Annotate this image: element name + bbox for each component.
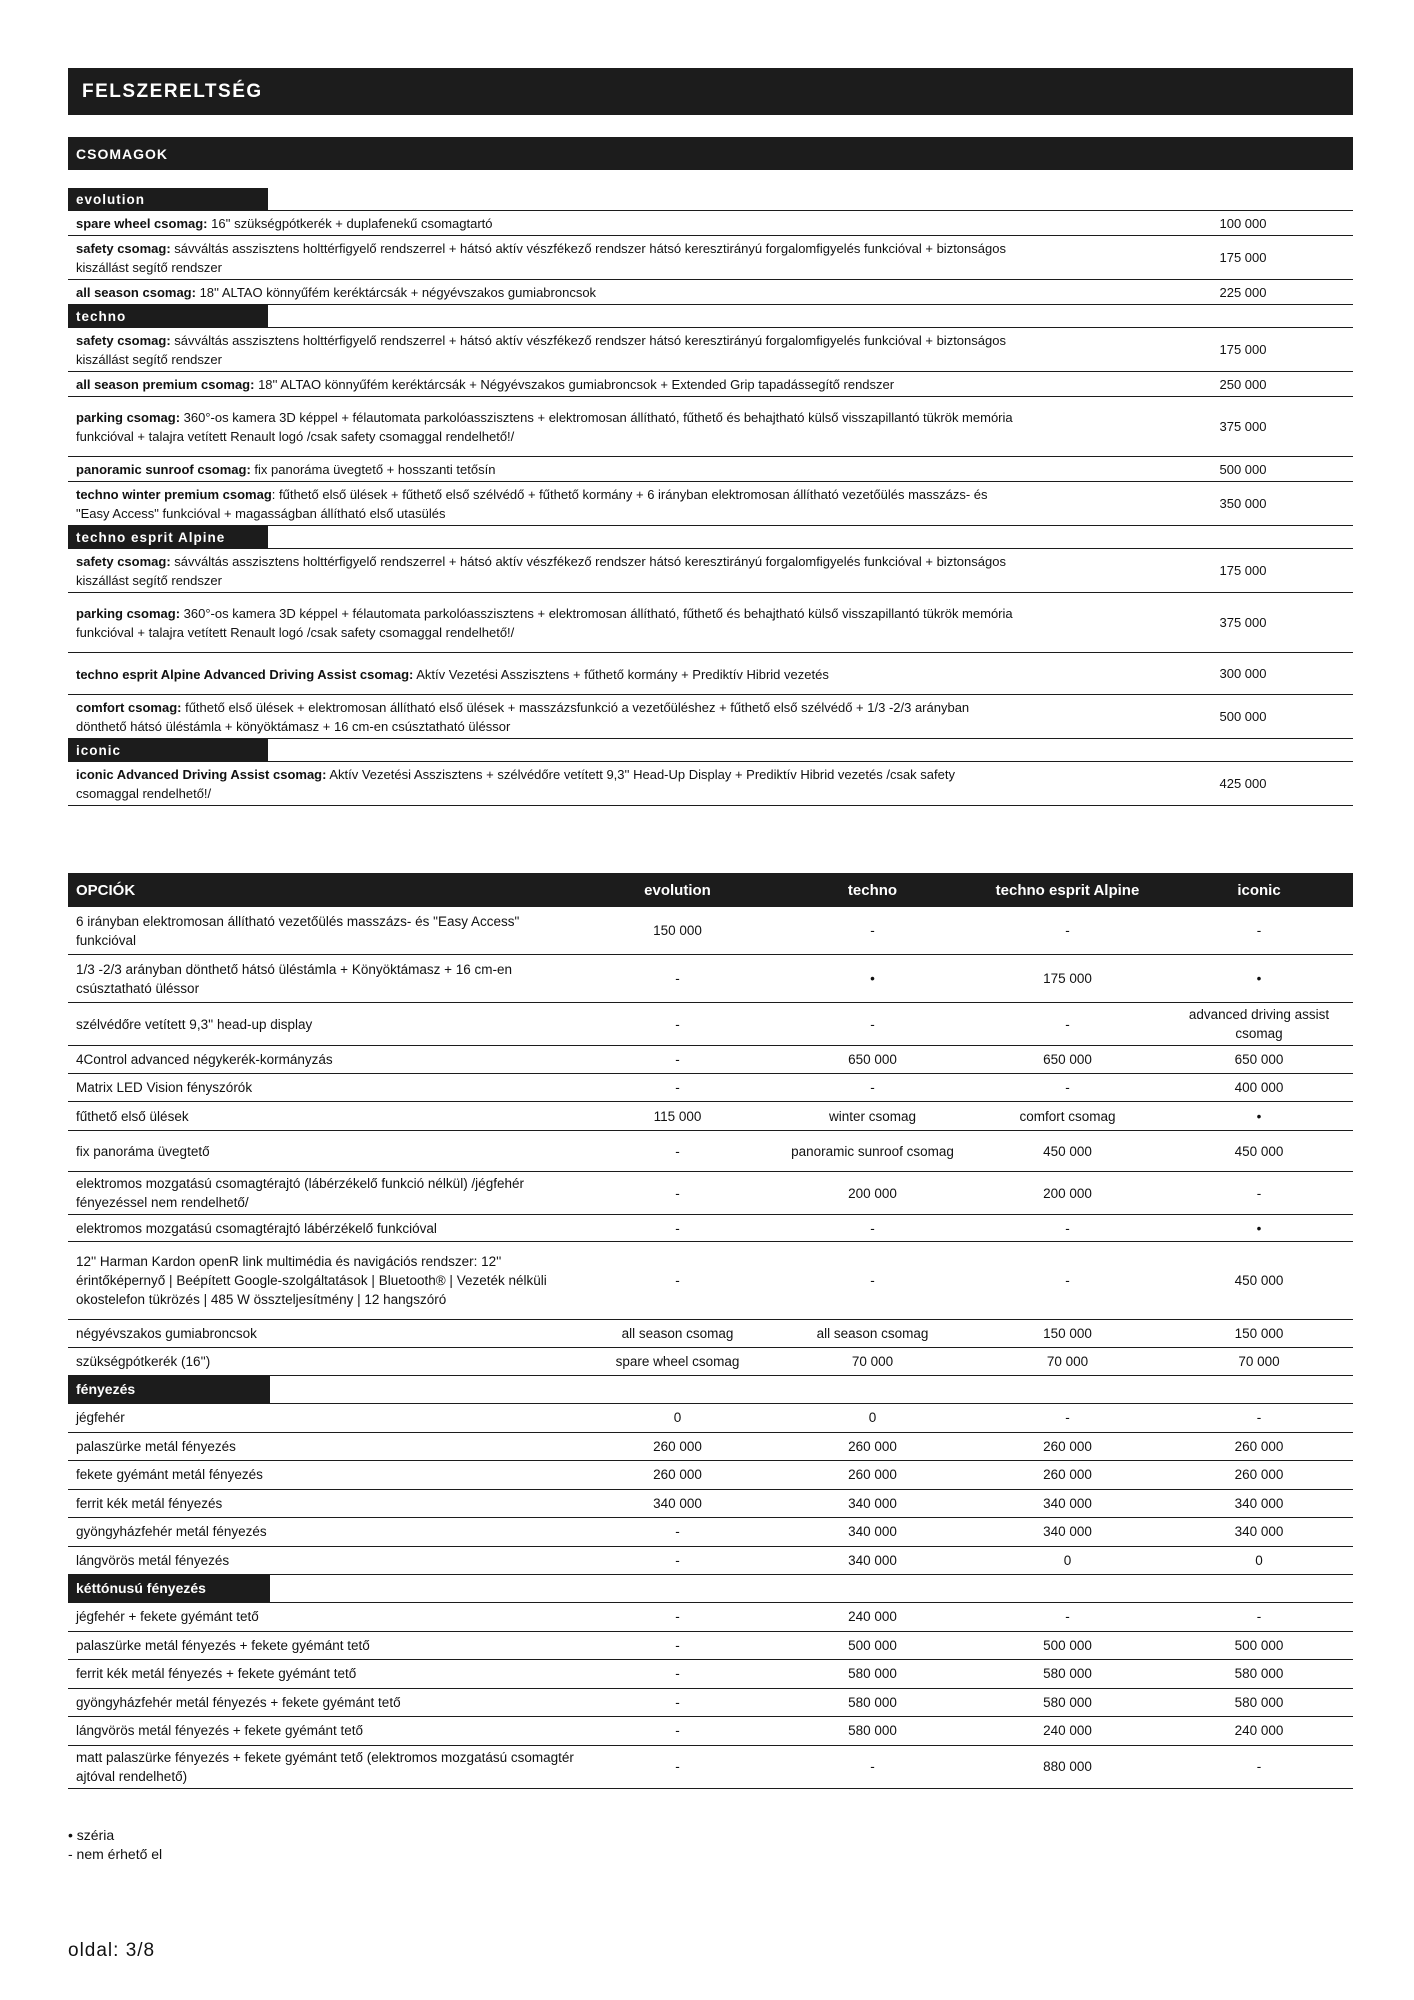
option-value: 70 000 bbox=[1046, 1354, 1089, 1369]
option-value: - bbox=[1065, 1410, 1070, 1426]
option-value: - bbox=[675, 1666, 680, 1682]
package-description: sávváltás asszisztens holttérfigyelő rendszerrel + hátsó aktív vészfékező rendszer hátsó keresztirányú forgalomfigyelés funkcióval + biztonságos kiszállást segítő rendszer bbox=[76, 554, 1006, 588]
trim-label: techno bbox=[68, 305, 268, 328]
table-row bbox=[68, 1320, 1353, 1348]
package-description: 360°-os kamera 3D képpel + félautomata parkolóasszisztens + elektromosan állítható, fűthető és behajtható külső visszapillantó tükrök memória funkcióval + talajra vetített Renault logó /csak safety csomaggal rendelhető!/ bbox=[76, 606, 1013, 640]
package-price: 100 000 bbox=[1219, 215, 1267, 231]
option-value: advanced driving assist csomag bbox=[1188, 1007, 1330, 1041]
option-name: jégfehér + fekete gyémánt tető bbox=[76, 1609, 259, 1625]
option-name: ferrit kék metál fényezés bbox=[76, 1495, 223, 1511]
option-value: 340 000 bbox=[1234, 1495, 1284, 1511]
package-row bbox=[68, 328, 1353, 372]
package-name: parking csomag: bbox=[76, 410, 181, 425]
option-value: - bbox=[1065, 923, 1070, 938]
option-value: 650 000 bbox=[1043, 1052, 1092, 1067]
option-value: 580 000 bbox=[1234, 1666, 1284, 1682]
option-value: 0 bbox=[1063, 1552, 1072, 1568]
option-name: matt palaszürke fényezés + fekete gyémánt tető (elektromos mozgatású csomagtér ajtóval rendelhető) bbox=[76, 1749, 574, 1784]
option-value: 340 000 bbox=[1043, 1495, 1092, 1511]
option-value: 115 000 bbox=[653, 1108, 702, 1124]
option-value: - bbox=[1256, 1410, 1262, 1426]
package-description: 18'' ALTAO könnyűfém keréktárcsák + négyévszakos gumiabroncsok bbox=[195, 285, 597, 300]
option-value: - bbox=[675, 1052, 680, 1067]
table-row bbox=[68, 1461, 1353, 1490]
table-row bbox=[68, 1490, 1353, 1519]
package-text bbox=[68, 601, 1153, 644]
option-value: 150 000 bbox=[653, 923, 702, 938]
package-name: safety csomag: bbox=[76, 241, 171, 256]
package-price: 225 000 bbox=[1219, 284, 1267, 300]
option-name: elektromos mozgatású csomagtérajtó (lábérzékelő funkció nélkül) /jégfehér fényezéssel nem rendelhető/ bbox=[76, 1176, 524, 1210]
option-name: lángvörös metál fényezés + fekete gyémánt tető bbox=[76, 1723, 364, 1739]
package-text bbox=[68, 211, 1153, 235]
table-row bbox=[68, 955, 1353, 1003]
package-name: all season premium csomag: bbox=[76, 377, 255, 392]
table-row bbox=[68, 1746, 1353, 1789]
package-description: Aktív Vezetési Asszisztens + szélvédőre vetített 9,3'' Head-Up Display + Prediktív Hibrid vezetés /csak safety csomaggal rendelhető!/ bbox=[76, 767, 955, 801]
option-value: • bbox=[870, 971, 875, 986]
option-value: - bbox=[675, 1759, 680, 1774]
package-price: 425 000 bbox=[1219, 776, 1267, 791]
option-value: - bbox=[675, 1637, 680, 1653]
package-text bbox=[68, 405, 1153, 448]
table-row bbox=[68, 1660, 1353, 1689]
package-price: 300 000 bbox=[1219, 666, 1267, 681]
option-value: 580 000 bbox=[848, 1723, 897, 1739]
option-value: - bbox=[1256, 923, 1262, 938]
option-value: 450 000 bbox=[1234, 1143, 1284, 1159]
paint-section-header bbox=[68, 1376, 1353, 1404]
options-header-iconic: iconic bbox=[1237, 881, 1281, 899]
package-price: 175 000 bbox=[1219, 342, 1267, 357]
package-price: 500 000 bbox=[1219, 709, 1267, 724]
package-row bbox=[68, 280, 1353, 305]
package-row bbox=[68, 762, 1353, 806]
option-name: 6 irányban elektromosan állítható vezetőülés masszázs- és "Easy Access" funkcióval bbox=[76, 913, 520, 948]
table-row bbox=[68, 1131, 1353, 1172]
option-value: - bbox=[1065, 1080, 1070, 1095]
option-value: • bbox=[1256, 971, 1262, 986]
option-value: - bbox=[675, 1016, 680, 1032]
option-value: - bbox=[675, 1273, 680, 1288]
option-value: 450 000 bbox=[1234, 1273, 1284, 1288]
package-price: 375 000 bbox=[1219, 615, 1267, 630]
option-value: 340 000 bbox=[848, 1552, 897, 1568]
option-value: 260 000 bbox=[1234, 1467, 1284, 1483]
package-row bbox=[68, 549, 1353, 593]
trim-label: iconic bbox=[68, 739, 268, 762]
option-name: szükségpótkerék (16'') bbox=[76, 1354, 211, 1369]
packages-list bbox=[68, 188, 1353, 806]
option-value: 240 000 bbox=[1043, 1723, 1092, 1739]
page-title: FELSZERELTSÉG bbox=[68, 68, 1353, 115]
option-name: lángvörös metál fényezés bbox=[76, 1552, 230, 1568]
option-name: négyévszakos gumiabroncsok bbox=[76, 1326, 257, 1341]
table-row bbox=[68, 1518, 1353, 1547]
package-row bbox=[68, 482, 1353, 526]
option-value: - bbox=[870, 1273, 875, 1288]
option-name: fűthető első ülések bbox=[76, 1108, 189, 1124]
option-value: - bbox=[675, 971, 680, 986]
option-value: 150 000 bbox=[1043, 1326, 1092, 1341]
option-value: 340 000 bbox=[848, 1524, 897, 1540]
package-price: 500 000 bbox=[1219, 461, 1267, 477]
option-value: 200 000 bbox=[1043, 1185, 1092, 1201]
package-name: safety csomag: bbox=[76, 554, 171, 569]
option-name: Matrix LED Vision fényszórók bbox=[76, 1080, 253, 1095]
package-price: 175 000 bbox=[1219, 563, 1267, 578]
option-name: elektromos mozgatású csomagtérajtó lábérzékelő funkcióval bbox=[76, 1220, 437, 1236]
option-value: 260 000 bbox=[653, 1438, 702, 1454]
option-value: - bbox=[870, 1080, 875, 1095]
table-row bbox=[68, 1215, 1353, 1242]
option-value: 260 000 bbox=[848, 1467, 897, 1483]
option-name: gyöngyházfehér metál fényezés + fekete gyémánt tető bbox=[76, 1694, 401, 1710]
option-value: - bbox=[675, 1080, 680, 1095]
trim-header bbox=[68, 739, 1353, 762]
table-row bbox=[68, 1689, 1353, 1718]
option-value: 0 bbox=[868, 1410, 877, 1426]
option-value: - bbox=[675, 1143, 680, 1159]
option-value: - bbox=[675, 1552, 680, 1568]
package-name: panoramic sunroof csomag: bbox=[76, 462, 251, 477]
package-row bbox=[68, 593, 1353, 653]
option-value: 500 000 bbox=[848, 1637, 897, 1653]
trim-header bbox=[68, 188, 1353, 211]
option-name: jégfehér bbox=[76, 1410, 125, 1426]
option-value: • bbox=[1256, 1108, 1262, 1124]
legend-series: • széria bbox=[68, 1827, 115, 1843]
trim-header bbox=[68, 305, 1353, 328]
option-value: 450 000 bbox=[1043, 1143, 1092, 1159]
option-value: • bbox=[1256, 1220, 1262, 1236]
package-row bbox=[68, 457, 1353, 482]
option-value: 150 000 bbox=[1234, 1326, 1284, 1341]
legend bbox=[68, 1826, 162, 1864]
option-value: 340 000 bbox=[848, 1495, 897, 1511]
option-value: - bbox=[1256, 1609, 1262, 1625]
option-value: 650 000 bbox=[1234, 1052, 1284, 1067]
option-value: - bbox=[675, 1220, 680, 1236]
package-price: 375 000 bbox=[1219, 419, 1267, 434]
options-header-techno: techno bbox=[847, 881, 898, 899]
table-row bbox=[68, 1242, 1353, 1320]
option-name: gyöngyházfehér metál fényezés bbox=[76, 1524, 267, 1540]
table-row bbox=[68, 1348, 1353, 1376]
table-row bbox=[68, 907, 1353, 955]
option-value: - bbox=[1065, 1016, 1070, 1032]
paint-section-header-label: fényezés bbox=[68, 1376, 270, 1404]
table-row bbox=[68, 1717, 1353, 1746]
option-value: - bbox=[675, 1694, 680, 1710]
option-value: 580 000 bbox=[1234, 1694, 1284, 1710]
package-row bbox=[68, 211, 1353, 236]
package-name: spare wheel csomag: bbox=[76, 216, 208, 231]
option-value: - bbox=[675, 1609, 680, 1625]
table-row bbox=[68, 1003, 1353, 1046]
option-name: fekete gyémánt metál fényezés bbox=[76, 1467, 263, 1483]
package-text bbox=[68, 457, 1153, 481]
option-value: 175 000 bbox=[1043, 971, 1092, 986]
package-description: sávváltás asszisztens holttérfigyelő rendszerrel + hátsó aktív vészfékező rendszer hátsó keresztirányú forgalomfigyelés funkcióval + biztonságos kiszállást segítő rendszer bbox=[76, 333, 1006, 367]
option-value: - bbox=[1256, 1185, 1262, 1201]
option-value: 240 000 bbox=[1234, 1723, 1284, 1739]
option-value: 580 000 bbox=[1043, 1694, 1092, 1710]
package-description: fűthető első ülések + elektromosan állítható első ülések + masszázsfunkció a vezetőüléshez + fűthető első szélvédő + 1/3 -2/3 arányban dönthető hátsó üléstámla + könyöktámasz + 16 cm-en csúsztatható üléssor bbox=[76, 700, 970, 734]
package-text bbox=[68, 549, 1153, 592]
package-row bbox=[68, 397, 1353, 457]
package-price: 250 000 bbox=[1219, 376, 1267, 392]
option-value: 340 000 bbox=[1043, 1524, 1092, 1540]
option-name: 4Control advanced négykerék-kormányzás bbox=[76, 1052, 333, 1067]
option-value: winter csomag bbox=[828, 1108, 917, 1124]
package-description: : fűthető első ülések + fűthető első szélvédő + fűthető kormány + 6 irányban elektromosan állítható vezetőülés masszázs- és "Easy Access" funkcióval + magasságban állítható első utasülés bbox=[76, 487, 988, 521]
page-number: oldal: 3/8 bbox=[68, 1940, 156, 1961]
option-value: 260 000 bbox=[848, 1438, 897, 1454]
options-table bbox=[68, 873, 1353, 1789]
package-name: techno esprit Alpine Advanced Driving Assist csomag: bbox=[76, 666, 414, 682]
option-value: - bbox=[870, 1759, 875, 1774]
options-header-evolution: evolution bbox=[644, 881, 711, 899]
option-value: 260 000 bbox=[1234, 1438, 1284, 1454]
option-value: 340 000 bbox=[653, 1495, 702, 1511]
option-value: - bbox=[675, 1723, 680, 1739]
option-value: - bbox=[870, 923, 875, 938]
option-value: 70 000 bbox=[1238, 1354, 1280, 1369]
package-row bbox=[68, 372, 1353, 397]
package-price: 350 000 bbox=[1219, 496, 1267, 511]
package-text bbox=[68, 328, 1153, 371]
option-value: 260 000 bbox=[653, 1467, 702, 1483]
package-row bbox=[68, 653, 1353, 695]
option-value: 650 000 bbox=[848, 1052, 897, 1067]
option-name: szélvédőre vetített 9,3'' head-up display bbox=[76, 1016, 313, 1032]
option-value: - bbox=[1065, 1609, 1070, 1625]
options-header-techno-esprit-alpine: techno esprit Alpine bbox=[995, 881, 1140, 899]
package-description: sávváltás asszisztens holttérfigyelő rendszerrel + hátsó aktív vészfékező rendszer hátsó keresztirányú forgalomfigyelés funkcióval + biztonságos kiszállást segítő rendszer bbox=[76, 241, 1006, 275]
package-description: 16'' szükségpótkerék + duplafenekű csomagtartó bbox=[207, 216, 493, 231]
twotone-section-header-label: kéttónusú fényezés bbox=[68, 1575, 270, 1603]
trim-header bbox=[68, 526, 1353, 549]
package-description: 18'' ALTAO könnyűfém keréktárcsák + Négyévszakos gumiabroncsok + Extended Grip tapadássegítő rendszer bbox=[254, 377, 895, 392]
option-value: 500 000 bbox=[1234, 1637, 1284, 1653]
option-value: 580 000 bbox=[848, 1666, 897, 1682]
package-description: 360°-os kamera 3D képpel + félautomata parkolóasszisztens + elektromosan állítható, fűthető és behajtható külső visszapillantó tükrök memória funkcióval + talajra vetített Renault logó /csak safety csomaggal rendelhető!/ bbox=[76, 410, 1013, 444]
option-value: 0 bbox=[1255, 1552, 1263, 1568]
option-value: 400 000 bbox=[1234, 1080, 1284, 1095]
package-description: Aktív Vezetési Asszisztens + fűthető kormány + Prediktív Hibrid vezetés bbox=[413, 666, 829, 682]
option-value: 240 000 bbox=[848, 1609, 897, 1625]
option-name: palaszürke metál fényezés + fekete gyémánt tető bbox=[76, 1637, 370, 1653]
option-value: 260 000 bbox=[1043, 1438, 1092, 1454]
option-value: 500 000 bbox=[1043, 1637, 1092, 1653]
options-header-row bbox=[68, 873, 1353, 907]
option-value: - bbox=[1256, 1759, 1262, 1774]
option-value: all season csomag bbox=[621, 1326, 734, 1341]
package-description: fix panoráma üvegtető + hosszanti tetősín bbox=[250, 462, 496, 477]
trim-label: techno esprit Alpine bbox=[68, 526, 268, 549]
package-row bbox=[68, 236, 1353, 280]
option-value: 0 bbox=[673, 1410, 682, 1426]
option-value: 200 000 bbox=[848, 1185, 897, 1201]
table-row bbox=[68, 1172, 1353, 1215]
option-value: spare wheel csomag bbox=[615, 1354, 740, 1369]
option-value: - bbox=[1065, 1220, 1070, 1236]
package-text bbox=[68, 372, 1153, 396]
package-text bbox=[68, 695, 1153, 738]
option-value: comfort csomag bbox=[1019, 1108, 1116, 1124]
table-row bbox=[68, 1603, 1353, 1632]
option-value: all season csomag bbox=[816, 1326, 929, 1341]
table-row bbox=[68, 1632, 1353, 1661]
package-name: iconic Advanced Driving Assist csomag: bbox=[76, 767, 327, 782]
option-value: 260 000 bbox=[1043, 1467, 1092, 1483]
option-name: fix panoráma üvegtető bbox=[76, 1143, 210, 1159]
twotone-section-header bbox=[68, 1575, 1353, 1603]
option-value: 880 000 bbox=[1043, 1759, 1092, 1774]
option-value: 580 000 bbox=[848, 1694, 897, 1710]
option-value: 70 000 bbox=[851, 1354, 894, 1369]
table-row bbox=[68, 1102, 1353, 1131]
option-value: 340 000 bbox=[1234, 1524, 1284, 1540]
section-title-packages: CSOMAGOK bbox=[68, 137, 1353, 170]
package-text bbox=[68, 236, 1153, 279]
package-name: comfort csomag: bbox=[76, 700, 182, 715]
option-value: panoramic sunroof csomag bbox=[791, 1143, 954, 1159]
option-name: 12'' Harman Kardon openR link multimédia és navigációs rendszer: 12'' érintőképernyő | Beépített Google-szolgáltatások | Bluetooth® | Vezeték nélküli okostelefon tükrözés | 485 W összteljesítmény | 12 hangszóró bbox=[76, 1254, 547, 1307]
option-value: - bbox=[870, 1220, 875, 1236]
legend-not-available: - nem érhető el bbox=[68, 1846, 163, 1862]
package-text bbox=[68, 482, 1153, 525]
option-value: 580 000 bbox=[1043, 1666, 1092, 1682]
table-row bbox=[68, 1547, 1353, 1576]
package-name: all season csomag: bbox=[76, 285, 196, 300]
table-row bbox=[68, 1074, 1353, 1102]
option-value: - bbox=[1065, 1273, 1070, 1288]
table-row bbox=[68, 1404, 1353, 1433]
option-name: palaszürke metál fényezés bbox=[76, 1438, 236, 1454]
package-price: 175 000 bbox=[1219, 250, 1267, 265]
option-name: 1/3 -2/3 arányban dönthető hátsó üléstámla + Könyöktámasz + 16 cm-en csúsztatható üléssor bbox=[76, 961, 513, 996]
package-text bbox=[68, 662, 1153, 686]
package-text bbox=[68, 762, 1153, 805]
option-value: - bbox=[675, 1524, 680, 1540]
trim-label: evolution bbox=[68, 188, 268, 211]
table-row bbox=[68, 1433, 1353, 1462]
option-value: - bbox=[870, 1016, 875, 1032]
option-name: ferrit kék metál fényezés + fekete gyémánt tető bbox=[76, 1666, 357, 1682]
package-name: safety csomag: bbox=[76, 333, 171, 348]
package-name: techno winter premium csomag bbox=[76, 487, 272, 502]
options-header-label: OPCIÓK bbox=[76, 881, 136, 899]
package-text bbox=[68, 280, 1153, 304]
package-name: parking csomag: bbox=[76, 606, 181, 621]
package-row bbox=[68, 695, 1353, 739]
table-row bbox=[68, 1046, 1353, 1074]
option-value: - bbox=[675, 1185, 680, 1201]
